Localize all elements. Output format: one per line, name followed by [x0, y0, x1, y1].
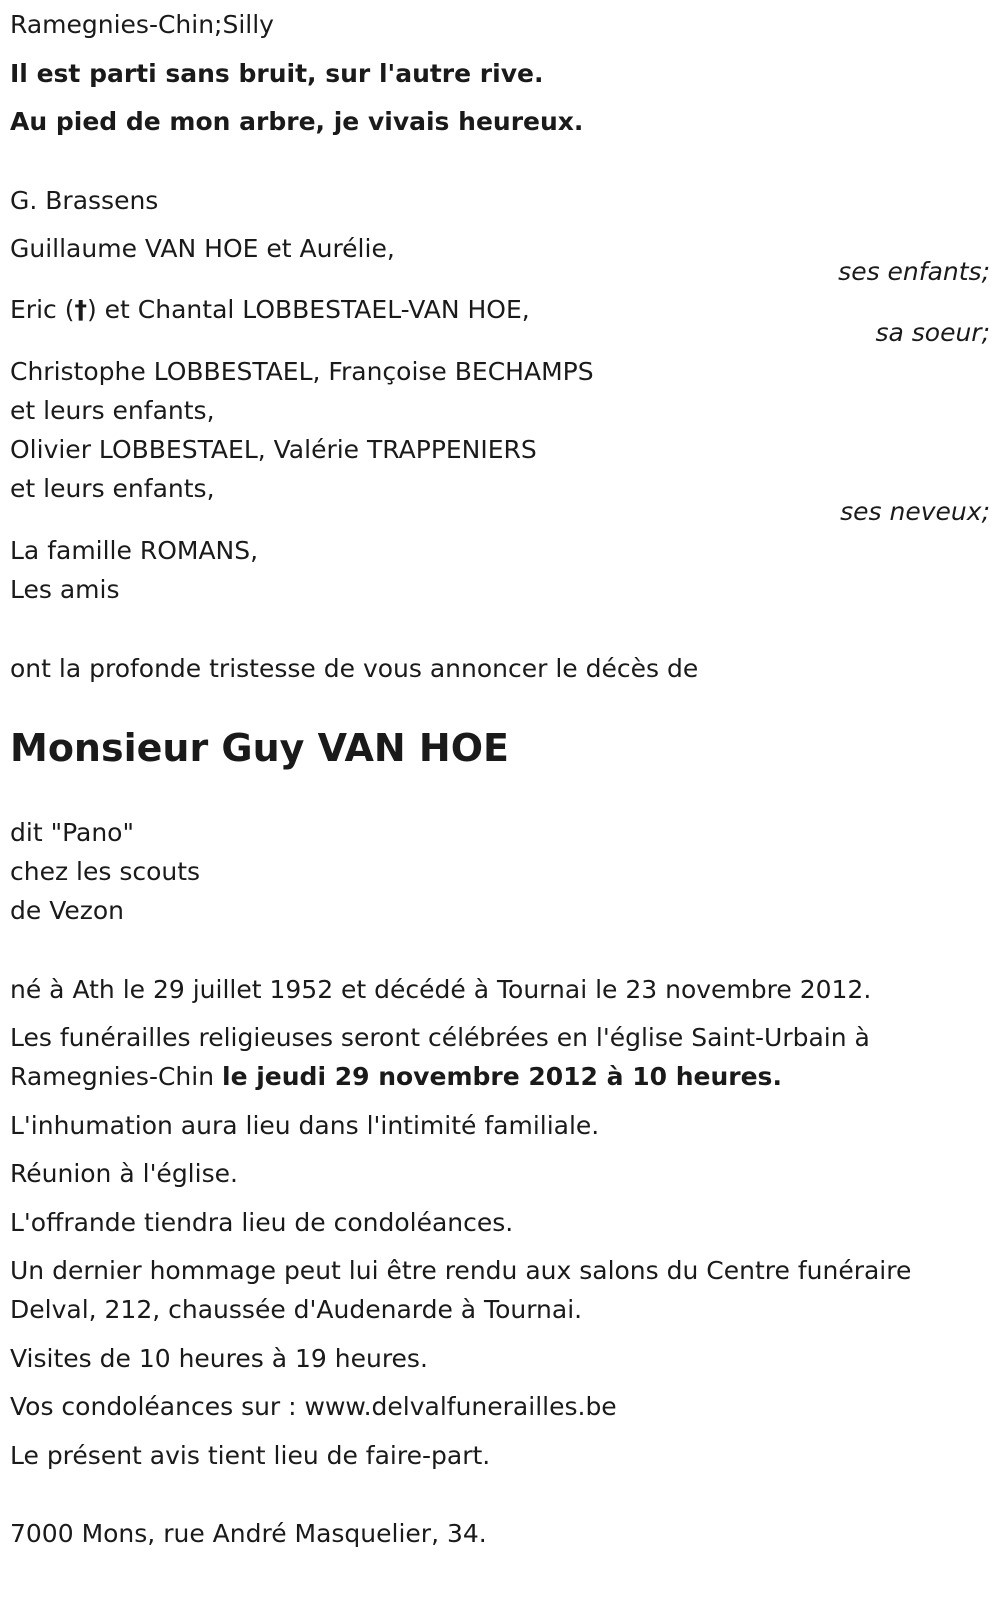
funeral-line-1: Les funérailles religieuses seront célébrées en l'église Saint-Urbain à [10, 1023, 870, 1052]
nickname-line-1: dit "Pano" [10, 818, 134, 847]
burial-info: L'inhumation aura lieu dans l'intimité familiale. [10, 1111, 600, 1140]
funeral-line-2 [10, 1062, 782, 1092]
nephews-line-2: et leurs enfants, [10, 396, 215, 425]
children-names: Guillaume VAN HOE et Aurélie, [10, 234, 395, 263]
funeral-place: Ramegnies-Chin [10, 1062, 222, 1091]
others-line-2: Les amis [10, 575, 120, 604]
offering-info: L'offrande tiendra lieu de condoléances. [10, 1208, 514, 1237]
sister-names [10, 295, 530, 325]
funeral-date: le jeudi 29 novembre 2012 à 10 heures. [222, 1062, 782, 1091]
cross-icon: † [74, 295, 87, 324]
nickname-line-2: chez les scouts [10, 857, 201, 886]
visits-info: Visites de 10 heures à 19 heures. [10, 1344, 428, 1373]
footer-address: 7000 Mons, rue André Masquelier, 34. [10, 1519, 487, 1548]
nephews-line-1: Christophe LOBBESTAEL, Françoise BECHAMPS [10, 357, 594, 386]
nephews-role: ses neveux; [840, 497, 990, 526]
sister-role: sa soeur; [875, 318, 990, 347]
nephews-line-4: et leurs enfants, [10, 474, 215, 503]
sister-suffix: ) et Chantal LOBBESTAEL-VAN HOE, [86, 295, 530, 324]
quote-author: G. Brassens [10, 186, 159, 215]
others-line-1: La famille ROMANS, [10, 536, 259, 565]
sister-prefix: Eric ( [10, 295, 75, 324]
tribute-line-2: Delval, 212, chaussée d'Audenarde à Tournai. [10, 1295, 583, 1324]
faire-part-notice: Le présent avis tient lieu de faire-part. [10, 1441, 491, 1470]
children-role: ses enfants; [838, 257, 990, 286]
nickname-line-3: de Vezon [10, 896, 125, 925]
location-header: Ramegnies-Chin;Silly [10, 10, 274, 39]
nephews-line-3: Olivier LOBBESTAEL, Valérie TRAPPENIERS [10, 435, 537, 464]
announcement-intro: ont la profonde tristesse de vous annoncer le décès de [10, 654, 699, 683]
condolences-info: Vos condoléances sur : www.delvalfunerailles.be [10, 1392, 617, 1421]
quote-line-1: Il est parti sans bruit, sur l'autre rive. [10, 59, 544, 88]
deceased-name: Monsieur Guy VAN HOE [10, 726, 509, 770]
meeting-info: Réunion à l'église. [10, 1159, 238, 1188]
tribute-line-1: Un dernier hommage peut lui être rendu aux salons du Centre funéraire [10, 1256, 912, 1285]
birth-death: né à Ath le 29 juillet 1952 et décédé à Tournai le 23 novembre 2012. [10, 975, 872, 1004]
quote-line-2: Au pied de mon arbre, je vivais heureux. [10, 107, 584, 136]
